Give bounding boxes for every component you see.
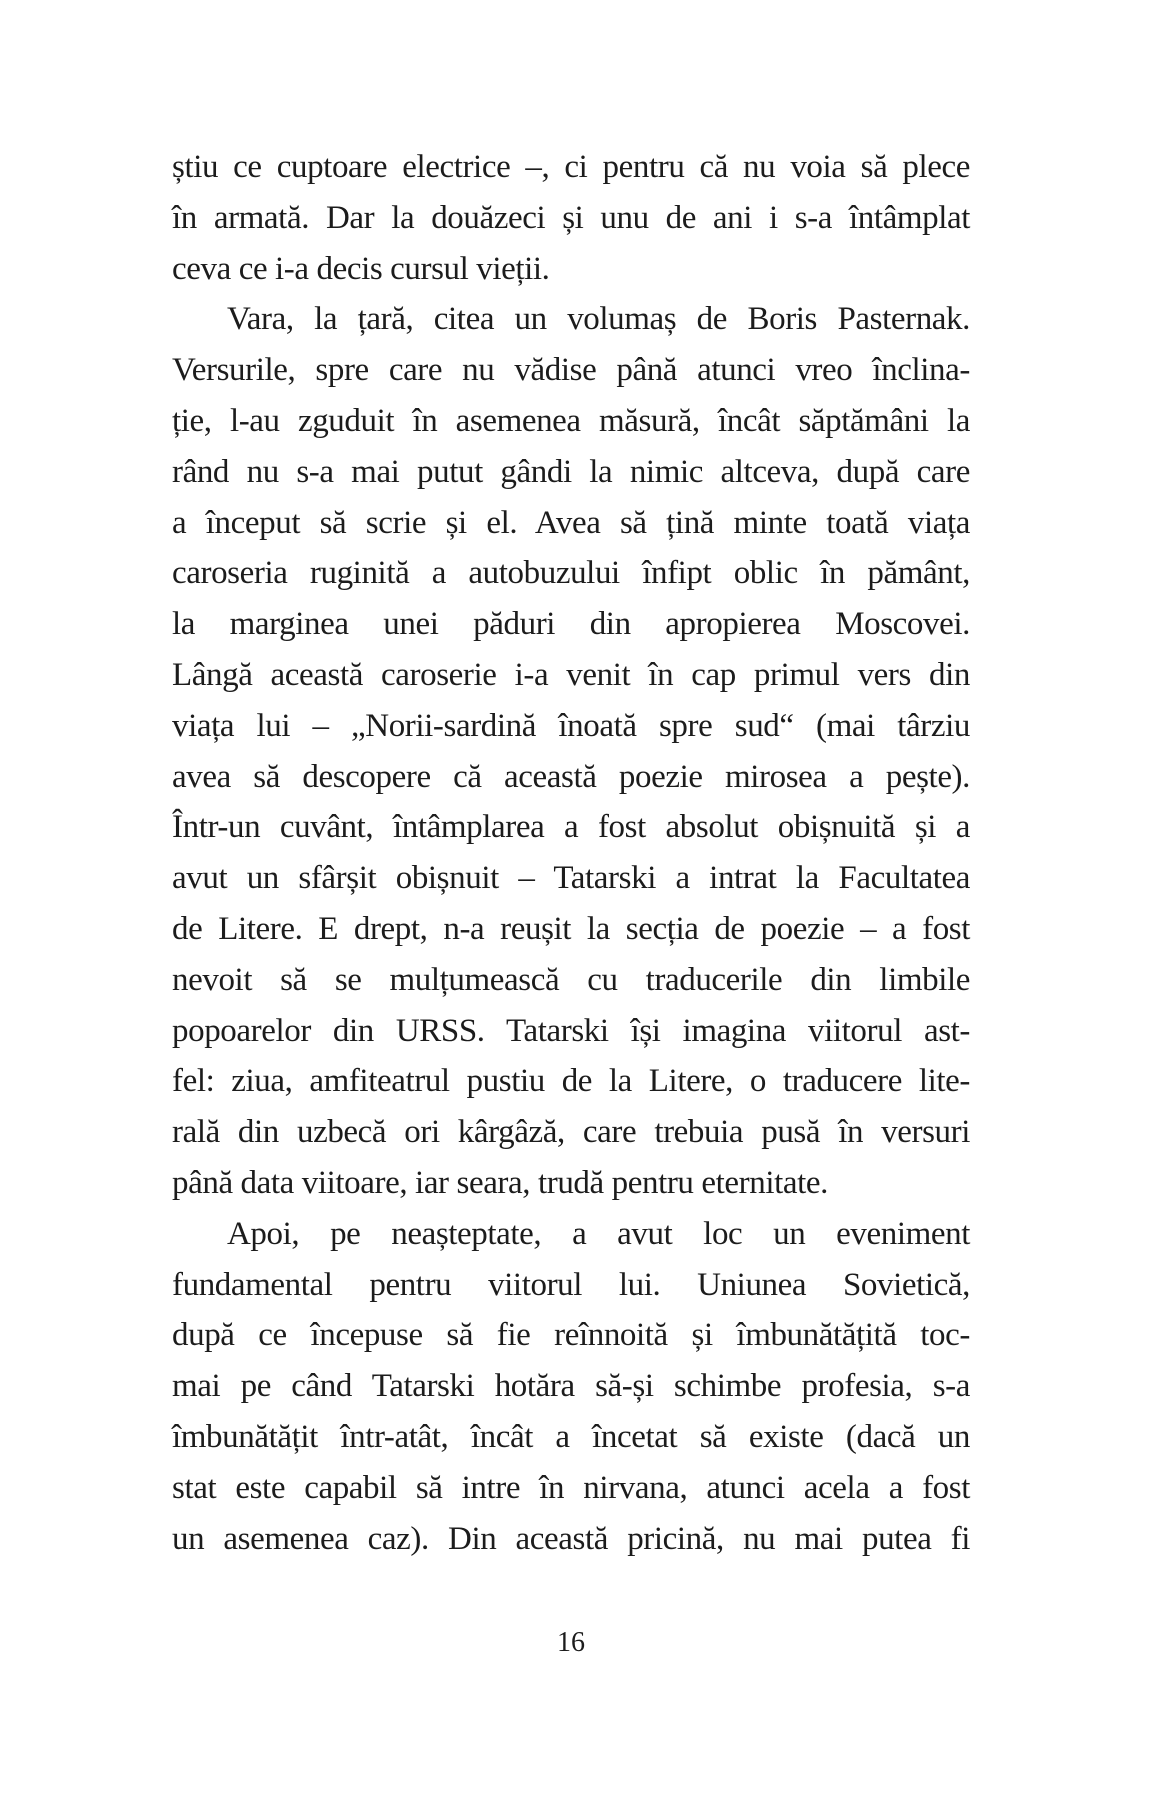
text-line: un asemenea caz). Din această pricină, nu mai putea fi	[172, 1520, 970, 1557]
paragraph	[172, 294, 970, 1208]
text-line: mai pe când Tatarski hotăra să-și schimbe profesia, s-a	[172, 1368, 970, 1405]
text-line: Lângă această caroserie i-a venit în cap primul vers din	[172, 656, 970, 693]
text-line: popoarelor din URSS. Tatarski își imagina viitorul ast-	[172, 1012, 970, 1049]
text-line: Vara, la țară, citea un volumaș de Boris Pasternak.	[227, 301, 970, 338]
body-text	[172, 142, 970, 1564]
page-number: 16	[557, 1627, 585, 1658]
text-line: Versurile, spre care nu vădise până atunci vreo înclina-	[172, 352, 970, 389]
text-line: viața lui – „Norii-sardină înoată spre sud“ (mai târziu	[172, 707, 970, 744]
text-line: la marginea unei păduri din apropierea Moscovei.	[172, 606, 970, 643]
text-line: ție, l-au zguduit în asemenea măsură, încât săptămâni la	[172, 402, 970, 439]
text-line: rală din uzbecă ori kârgâză, care trebuia pusă în versuri	[172, 1114, 970, 1151]
text-line: fundamental pentru viitorul lui. Uniunea Sovietică,	[172, 1266, 970, 1303]
text-line: avut un sfârșit obișnuit – Tatarski a intrat la Facultatea	[172, 860, 970, 897]
text-line: avea să descopere că această poezie mirosea a pește).	[172, 758, 970, 795]
text-line: de Litere. E drept, n-a reușit la secția de poezie – a fost	[172, 910, 970, 947]
text-line: până data viitoare, iar seara, trudă pentru eternitate.	[172, 1164, 828, 1201]
text-line: a început să scrie și el. Avea să țină minte toată viața	[172, 504, 970, 541]
text-line: știu ce cuptoare electrice –, ci pentru că nu voia să plece	[172, 149, 970, 185]
text-line: rând nu s-a mai putut gândi la nimic altceva, după care	[172, 453, 970, 490]
text-line: caroseria ruginită a autobuzului înfipt oblic în pământ,	[172, 555, 970, 592]
text-line: stat este capabil să intre în nirvana, atunci acela a fost	[172, 1469, 970, 1506]
paragraph	[172, 142, 970, 294]
text-line: după ce începuse să fie reînnoită și îmbunătățită toc-	[172, 1317, 970, 1354]
text-line: nevoit să se mulțumească cu traducerile din limbile	[172, 961, 970, 998]
paragraph	[172, 1209, 970, 1565]
text-line: Apoi, pe neașteptate, a avut loc un eveniment	[227, 1215, 970, 1252]
text-line: ceva ce i-a decis cursul vieții.	[172, 250, 550, 287]
text-line: în armată. Dar la douăzeci și unu de ani i s-a întâmplat	[172, 199, 970, 236]
text-line: fel: ziua, amfiteatrul pustiu de la Litere, o traducere lite-	[172, 1063, 970, 1100]
text-line: îmbunătățit într-atât, încât a încetat să existe (dacă un	[172, 1418, 970, 1455]
text-line: Într-un cuvânt, întâmplarea a fost absolut obișnuită și a	[172, 809, 970, 846]
